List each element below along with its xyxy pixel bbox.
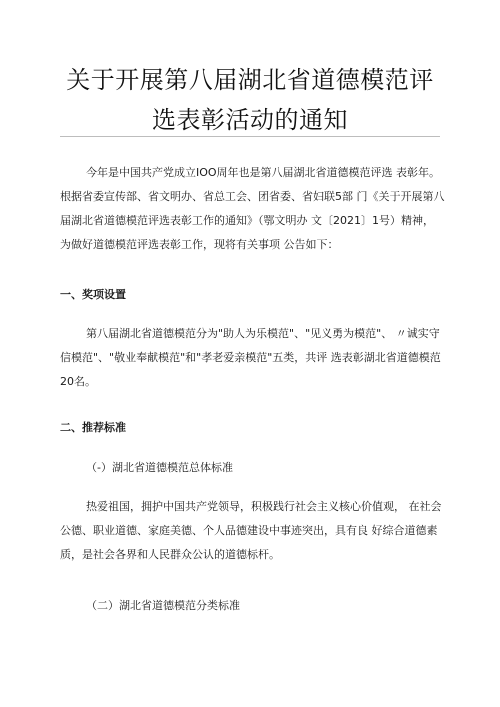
subsection-1-line-3: 质，是社会各界和人民群众公认的道德标杆。 <box>60 548 280 561</box>
title-divider <box>60 136 440 137</box>
intro-line-2: 根据省委宣传部、省文明办、省总工会、团省委、省妇联5部 门《关于开展第八 <box>60 190 445 203</box>
intro-line-4: 为做好道德模范评选表彰工作，现将有关事项 公告如下： <box>60 238 339 251</box>
subsection-1-line-1: 热爱祖国，拥护中国共产党领导，积极践行社会主义核心价值观， 在社会 <box>86 500 442 513</box>
intro-line-1: 今年是中国共产党成立IOO周年也是第八届湖北省道德模范评选 表彰年。 <box>86 166 441 179</box>
document-title-line-1: 关于开展第八届湖北省道德模范评 <box>66 66 434 94</box>
section-1-line-2: 信模范"、"敬业奉献模范"和"孝老爱亲模范"五类，共评 选表彰湖北省道德模范 <box>60 351 441 364</box>
document-title-line-2: 选表彰活动的通知 <box>152 106 348 134</box>
section-1-line-3: 20名。 <box>60 375 96 388</box>
subsection-1-line-2: 公德、职业道德、家庭美德、个人品德建设中事迹突出，具有良 好综合道德素 <box>60 524 438 537</box>
section-1-line-1: 第八届湖北省道德模范分为"助人为乐模范"、"见义勇为模范"、 〃诚实守 <box>86 327 440 340</box>
intro-line-3: 届湖北省道德模范评选表彰工作的通知》（鄂文明办 文〔2021〕1号）精神， <box>60 214 434 227</box>
subsection-2-heading: （二）湖北省道德模范分类标准 <box>86 599 240 612</box>
subsection-1-heading: （-）湖北省道德模范总体标准 <box>86 461 233 474</box>
section-2-heading: 二、推荐标准 <box>60 421 126 434</box>
section-1-heading: 一、奖项设置 <box>60 288 126 301</box>
